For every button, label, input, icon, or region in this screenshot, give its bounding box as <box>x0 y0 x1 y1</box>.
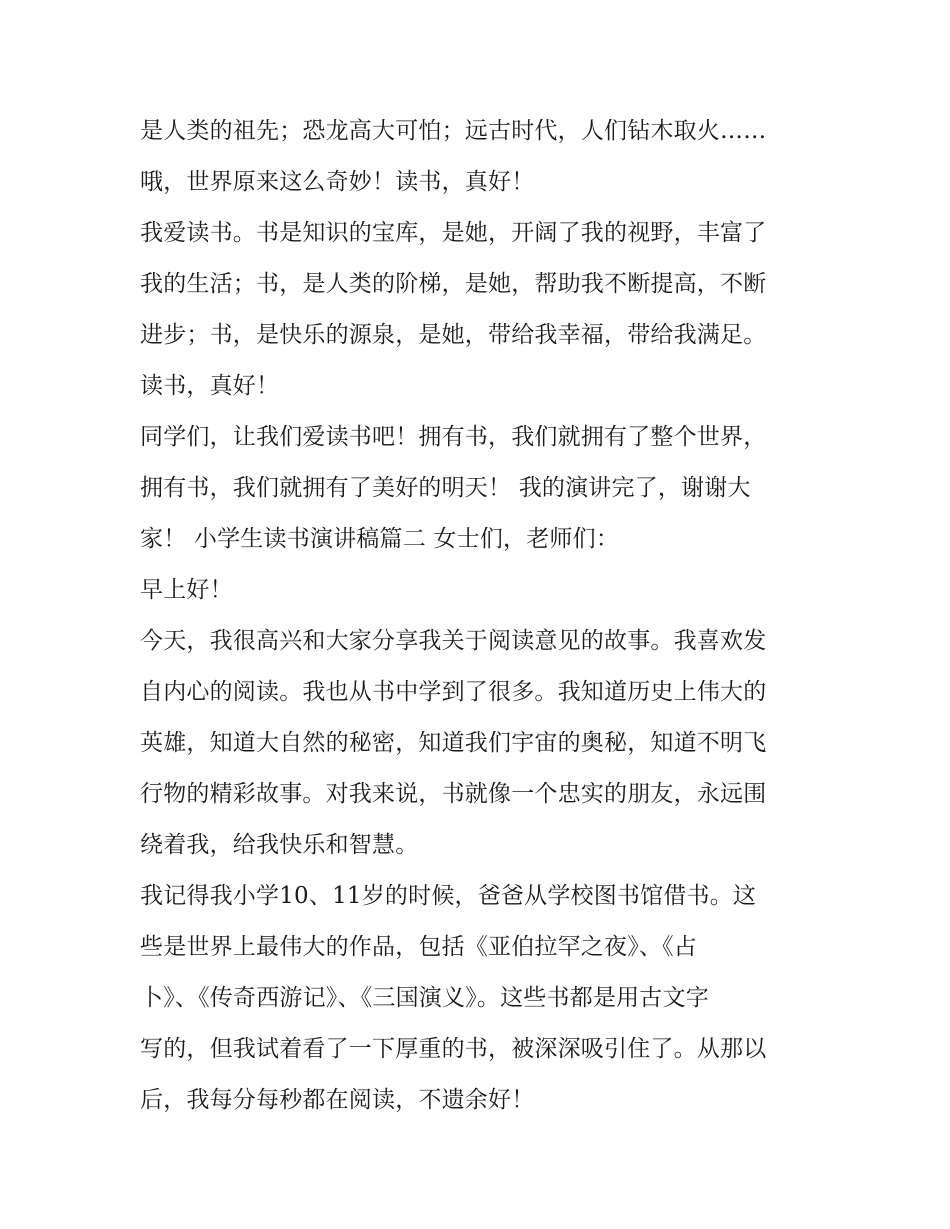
text-line: 早上好！ <box>140 577 233 603</box>
text-line: 卜》、《传奇西游记》、《三国演义》。这些书都是用古文字 <box>140 985 709 1011</box>
text-line: 读书，真好！ <box>140 373 280 399</box>
text-line: 拥有书，我们就拥有了美好的明天！ 我的演讲完了，谢谢大 <box>140 475 751 501</box>
text-line: 进步；书，是快乐的源泉，是她，带给我幸福，带给我满足。 <box>140 322 767 348</box>
text-line: 是人类的祖先；恐龙高大可怕；远古时代，人们钻木取火…… <box>140 118 767 144</box>
text-line: 今天，我很高兴和大家分享我关于阅读意见的故事。我喜欢发 <box>140 628 767 654</box>
text-line: 哦，世界原来这么奇妙！读书，真好！ <box>140 169 535 195</box>
document-body <box>140 106 820 1126</box>
text-line: 我的生活；书，是人类的阶梯，是她，帮助我不断提高，不断 <box>140 271 767 297</box>
text-line: 自内心的阅读。我也从书中学到了很多。我知道历史上伟大的 <box>140 679 767 705</box>
text-line: 写的，但我试着看了一下厚重的书，被深深吸引住了。从那以 <box>140 1036 767 1062</box>
text-line: 同学们，让我们爱读书吧！拥有书，我们就拥有了整个世界， <box>140 424 767 450</box>
text-line: 绕着我，给我快乐和智慧。 <box>140 832 419 858</box>
text-line: 后，我每分每秒都在阅读，不遗余好！ <box>140 1087 535 1113</box>
text-line: 些是世界上最伟大的作品，包括《亚伯拉罕之夜》、《占 <box>140 934 697 960</box>
text-line: 我爱读书。书是知识的宝库，是她，开阔了我的视野，丰富了 <box>140 220 767 246</box>
text-line: 家！ 小学生读书演讲稿篇二 女士们，老师们： <box>140 526 620 552</box>
text-line: 英雄，知道大自然的秘密，知道我们宇宙的奥秘，知道不明飞 <box>140 730 767 756</box>
text-line: 我记得我小学10、11岁的时候，爸爸从学校图书馆借书。这 <box>140 883 757 909</box>
text-line: 行物的精彩故事。对我来说，书就像一个忠实的朋友，永远围 <box>140 781 767 807</box>
